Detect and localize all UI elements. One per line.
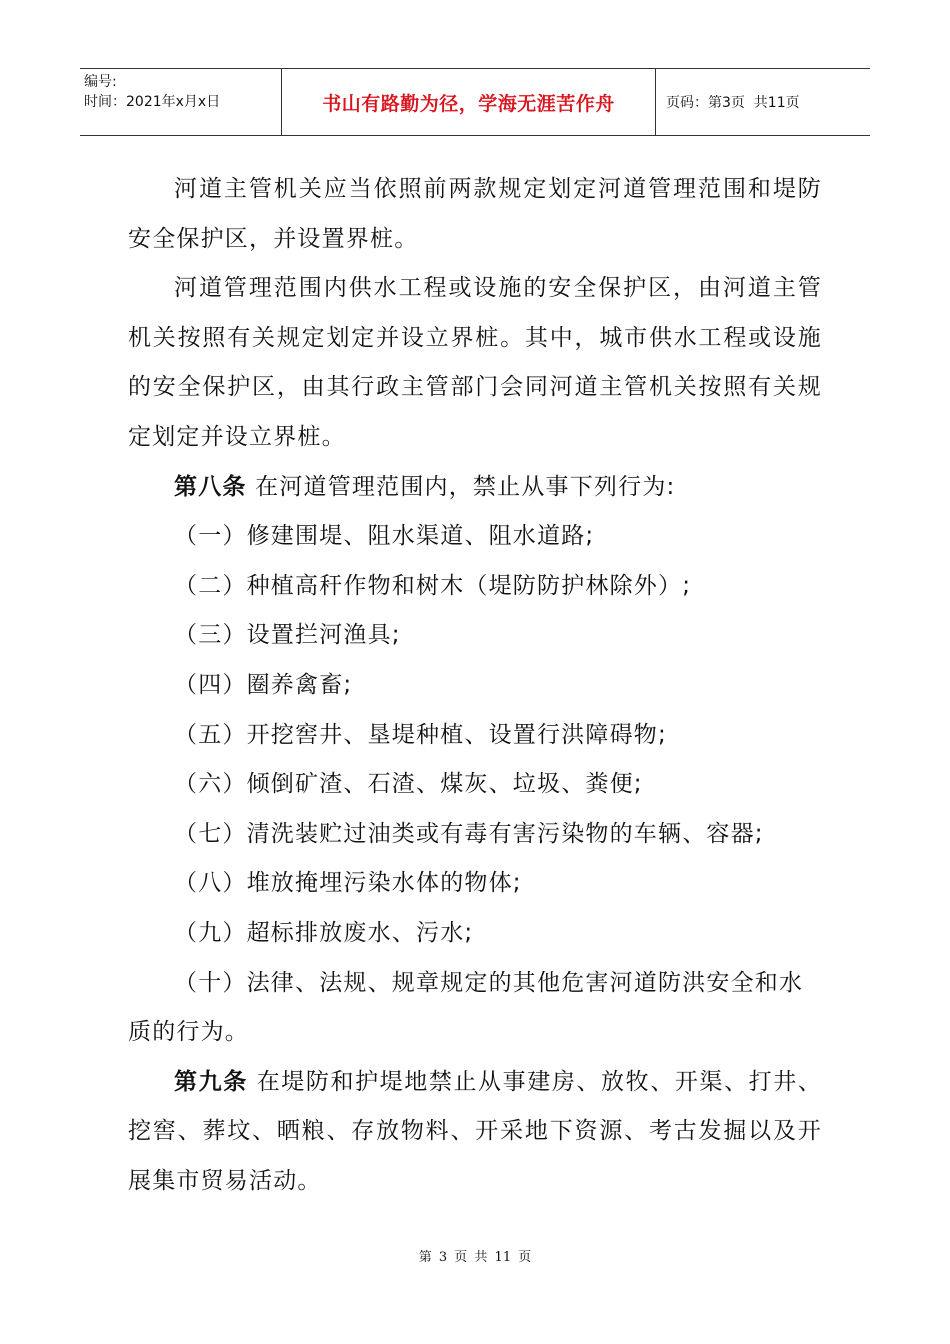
article-8 [128, 463, 822, 513]
list-item: （一）修建围堤、阻水渠道、阻水道路; [174, 523, 595, 550]
article-9-text: 在堤防和护堤地禁止从事建房、放牧、开渠、打井、挖窖、葬坟、晒粮、存放物料、开采地下资源、考古发掘以及开展集市贸易活动。 [128, 1068, 822, 1194]
list-item: （十）法律、法规、规章规定的其他危害河道防洪安全和水质的行为。 [128, 969, 804, 1046]
list-item: （六）倾倒矿渣、石渣、煤灰、垃圾、粪便; [174, 771, 643, 798]
article-9 [128, 1058, 822, 1207]
document-number-label: 编号: [84, 74, 117, 90]
document-body [128, 165, 822, 1206]
list-item: （四）圈养禽畜; [174, 671, 353, 698]
page-header [80, 68, 870, 136]
article-8-text: 在河道管理范围内，禁止从事下列行为: [246, 473, 676, 500]
paragraph: 河道管理范围内供水工程或设施的安全保护区，由河道主管机关按照有关规定划定并设立界桩。其中，城市供水工程或设施的安全保护区，由其行政主管部门会同河道主管机关按照有关规定划定并设立界桩。 [128, 275, 822, 450]
header-motto: 书山有路勤为径，学海无涯苦作舟 [282, 69, 656, 135]
paragraph: 河道主管机关应当依照前两款规定划定河道管理范围和堤防安全保护区，并设置界桩。 [128, 176, 822, 252]
list-item: （九）超标排放废水、污水; [174, 919, 474, 946]
list-item: （五）开挖窖井、垦堤种植、设置行洪障碍物; [174, 721, 667, 748]
list-item: （七）清洗装贮过油类或有毒有害污染物的车辆、容器; [174, 820, 764, 847]
article-8-title: 第八条 [174, 473, 247, 500]
header-page-info: 页码：第3页 共11页 [666, 95, 800, 111]
list-item: （二）种植高秆作物和树木（堤防防护林除外）; [174, 572, 692, 599]
document-time-label: 时间：2021年x月x日 [84, 94, 221, 110]
header-meta [80, 69, 282, 135]
list-item: （八）堆放掩埋污染水体的物体; [174, 870, 522, 897]
page-footer: 第 3 页 共 11 页 [418, 1250, 532, 1265]
article-9-title: 第九条 [174, 1068, 248, 1095]
list-item: （三）设置拦河渔具; [174, 622, 401, 649]
